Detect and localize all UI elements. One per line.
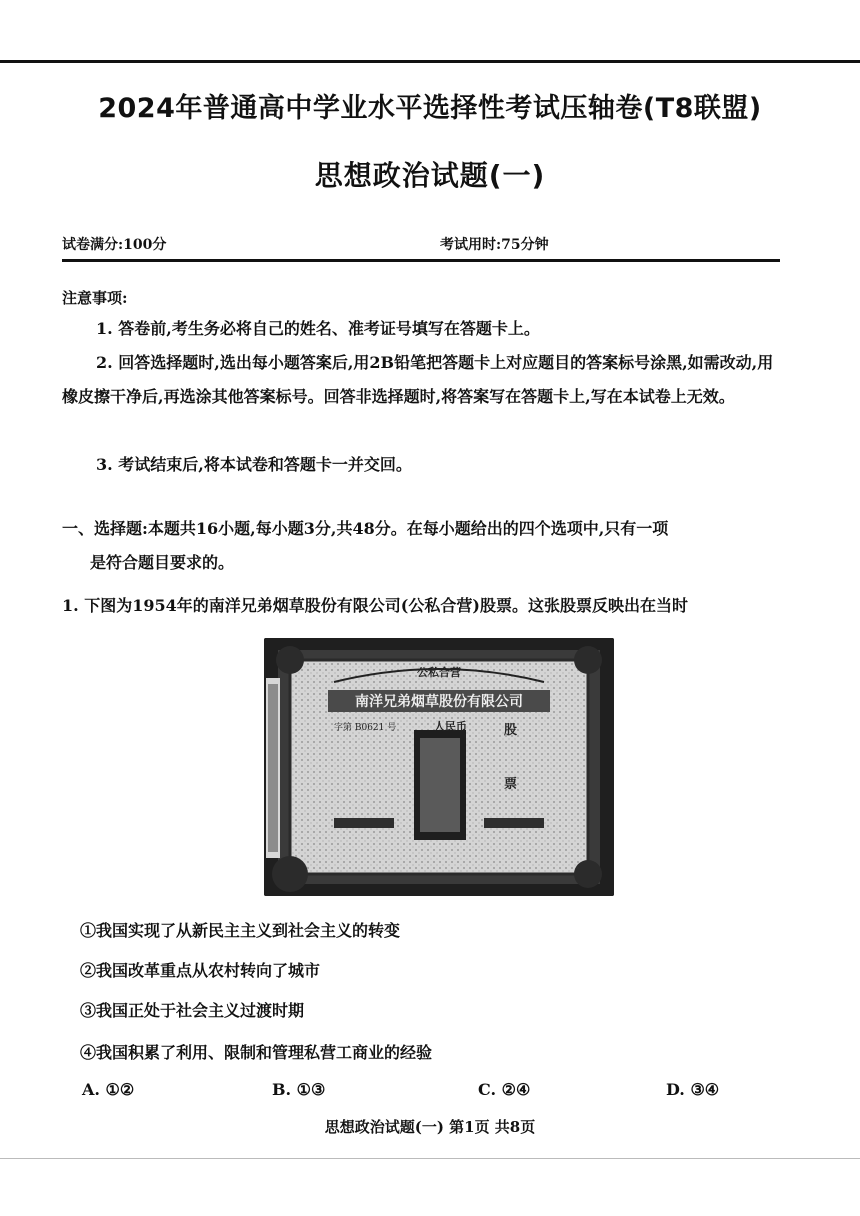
notice-heading: 注意事项: (62, 289, 128, 307)
statement-1: ①我国实现了从新民主主义到社会主义的转变 (80, 921, 401, 940)
stock-certificate-graphic (264, 638, 614, 896)
notice-item-3: 3. 考试结束后,将本试卷和答题卡一并交回。 (96, 455, 412, 474)
stock-certificate-image (264, 638, 614, 896)
certificate-word-3: 票 (504, 777, 518, 792)
choice-a: A. ①② (82, 1080, 135, 1099)
question-1-stem: 1. 下图为1954年的南洋兄弟烟草股份有限公司(公私合营)股票。这张股票反映出在当时 (62, 596, 688, 615)
statement-3: ③我国正处于社会主义过渡时期 (80, 1001, 305, 1020)
page-footer: 思想政治试题(一) 第1页 共8页 (324, 1118, 536, 1136)
section-1-heading-line2: 是符合题目要求的。 (90, 553, 235, 572)
notice-item-2: 2. 回答选择题时,选出每小题答案后,用2B铅笔把答题卡上对应题目的答案标号涂黑,如需改动,用橡皮擦干净后,再选涂其他答案标号。回答非选择题时,将答案写在答题卡上,写在本试卷上无效。 (62, 353, 774, 406)
certificate-word-2: 股 (504, 723, 518, 738)
choice-d: D. ③④ (666, 1080, 720, 1099)
choice-b: B. ①③ (272, 1080, 326, 1099)
section-1-heading (62, 512, 782, 580)
certificate-word-1: 人民币 (434, 720, 467, 733)
choice-c: C. ②④ (478, 1080, 531, 1099)
section-1-heading-line1: 一、选择题:本题共16小题,每小题3分,共48分。在每小题给出的四个选项中,只有一项 (62, 519, 669, 538)
notice-item-1: 1. 答卷前,考生务必将自己的姓名、准考证号填写在答题卡上。 (96, 319, 540, 338)
top-rule (0, 60, 860, 63)
header-rule (62, 259, 780, 262)
exam-title: 2024年普通高中学业水平选择性考试压轴卷(T8联盟) (98, 93, 762, 124)
statement-2: ②我国改革重点从农村转向了城市 (80, 961, 321, 980)
exam-duration: 考试用时:75分钟 (440, 237, 549, 253)
exam-subtitle: 思想政治试题(一) (314, 159, 546, 192)
certificate-number: 字第 B0621 号 (334, 723, 397, 733)
bottom-rule (0, 1158, 860, 1159)
certificate-banner: 公私合营 (417, 666, 461, 679)
certificate-company: 南洋兄弟烟草股份有限公司 (355, 694, 523, 710)
statement-4: ④我国积累了利用、限制和管理私营工商业的经验 (80, 1043, 433, 1062)
full-score: 试卷满分:100分 (62, 237, 167, 253)
